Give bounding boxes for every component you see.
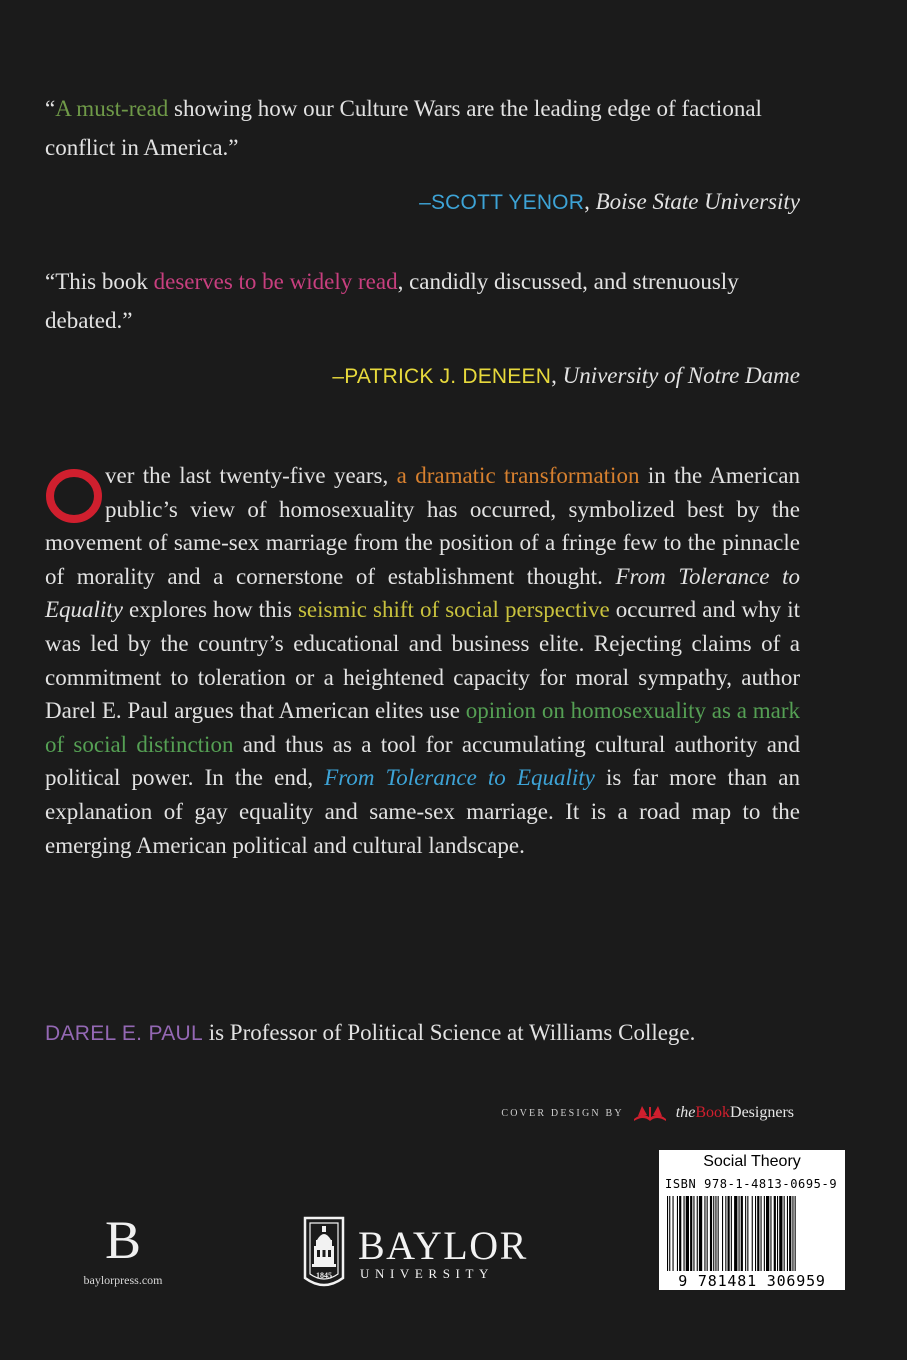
barcode-isbn: ISBN 978-1-4813-0695-9 (665, 1177, 838, 1191)
dropcap-o-icon (45, 468, 103, 524)
blurb-text-1: ver the last twenty-five years, (105, 463, 397, 488)
book-blurb (45, 459, 800, 862)
blurb-highlight-1: a dramatic transformation (396, 463, 640, 488)
quote-2-attribution (332, 361, 800, 392)
quote-1-attribution (419, 187, 800, 218)
blurb-text-3: explores how this (122, 597, 298, 623)
seal-year: 1845 (316, 1271, 332, 1280)
author-bio (45, 1016, 825, 1051)
quote-1-sep: , (584, 189, 596, 214)
quote-2-institution: University of Notre Dame (562, 363, 800, 388)
baylor-university-label: UNIVERSITY (360, 1266, 494, 1281)
open-book-icon (632, 1103, 668, 1123)
isbn-barcode (659, 1150, 845, 1290)
blurb-text-2: in the American public’s view of homosexuality has occurred, symbolized best by the movement of same-sex marriage from the position of a fringe few to the pinnacle of morality and a cornerstone of establishment thought. (45, 463, 800, 589)
blurb-text-6: is far more than an explanation of gay equality and same-sex marriage. It is a road map to the emerging American political and cultural landscape. (45, 765, 800, 858)
baylor-press-url: baylorpress.com (83, 1273, 163, 1287)
baylor-seal-icon (301, 1212, 347, 1290)
author-name: DAREL E. PAUL (45, 1022, 203, 1045)
quote-1-institution: Boise State University (595, 189, 800, 214)
blurb-text-5: and thus as a tool for accumulating cultural authority and political power. In the end, (45, 731, 800, 791)
baylor-press-logo: B (104, 1210, 142, 1270)
blurb-text-4: occurred and why it was led by the country’s educational and business elite. Rejecting claims of a commitment to toleration or a heightened capacity for moral sympathy, author Darel E. Paul argues that American elites use (45, 597, 800, 724)
quote-2-author: –PATRICK J. DENEEN (332, 365, 552, 388)
quote-2 (45, 262, 800, 340)
book-designers-logo: theBookDesigners (675, 1104, 794, 1121)
quote-1-open: “ (45, 96, 56, 121)
baylor-wordmark: BAYLOR (358, 1223, 528, 1268)
quote-2-sep: , (551, 363, 563, 388)
cover-design-label: COVER DESIGN BY (501, 1107, 624, 1119)
cover-design-credit (501, 1103, 794, 1123)
quote-1-author: –SCOTT YENOR (419, 191, 585, 214)
quote-2-highlight: deserves to be widely read (153, 269, 398, 294)
barcode-category: Social Theory (703, 1153, 801, 1170)
blurb-book-title-1: From Tolerance to Equality (45, 563, 800, 623)
barcode-digits: 9 781481 306959 (678, 1272, 826, 1290)
blurb-book-title-2: From Tolerance to Equality (324, 765, 595, 791)
barcode-bars (667, 1196, 839, 1271)
quote-1-highlight: A must-read (55, 96, 169, 121)
blurb-highlight-3: opinion on homosexuality as a mark of social distinction (45, 698, 801, 757)
quote-2-text: , candidly discussed, and strenuously debated.” (45, 269, 739, 333)
blurb-highlight-2: seismic shift of social perspective (297, 597, 610, 623)
quote-1-text: showing how our Culture Wars are the leading edge of factional conflict in America.” (45, 96, 762, 160)
quote-2-text-start: “This book (45, 269, 154, 294)
author-bio-text: is Professor of Political Science at Williams College. (202, 1020, 696, 1045)
quote-1 (45, 89, 800, 167)
